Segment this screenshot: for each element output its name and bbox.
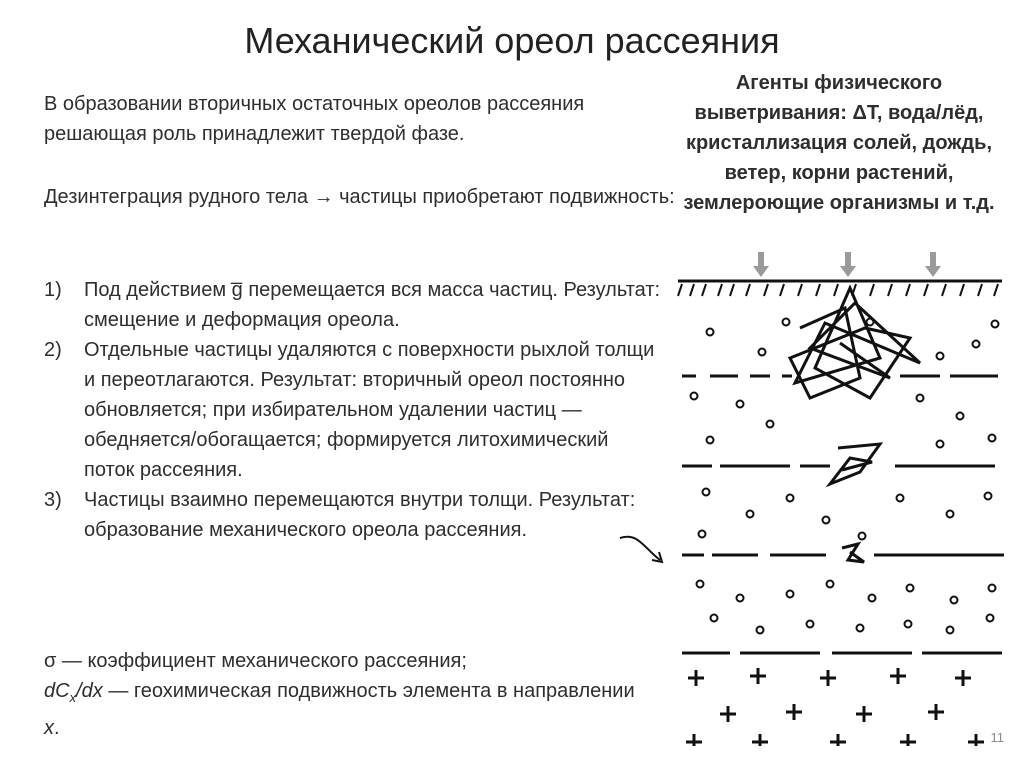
weathering-arrows <box>753 252 941 277</box>
list-item: 2) Отдельные частицы удаляются с поверхности рыхлой толщи и переотлагаются. Результат: вторичный ореол постоянно обновляется; при избирательном удалении частиц — обедняется/обогащается; формируется литохимический поток рассеяния. <box>44 339 655 481</box>
page-number: 11 <box>990 730 1004 745</box>
layer-boundaries <box>682 376 1004 653</box>
definitions <box>44 646 644 743</box>
sigma-definition: σ — коэффициент механического рассеяния; <box>44 650 467 672</box>
soil-profile-diagram <box>610 248 1010 748</box>
pointer-arrow <box>620 537 662 562</box>
list-item: 1) Под действием g̅ перемещается вся масса частиц. Результат: смещение и деформация ореола. <box>44 279 661 331</box>
list-item: 3) Частицы взаимно перемещаются внутри толщи. Результат: образование механического ореола рассеяния. <box>44 489 636 541</box>
ground-surface <box>678 281 1002 296</box>
agents-caption: Агенты физического выветривания: ΔT, вода/лёд, кристаллизация солей, дождь, ветер, корни растений, землероющие организмы и т.д. <box>683 72 995 214</box>
mechanisms-list <box>44 275 664 545</box>
bedrock-crosses <box>686 668 984 746</box>
slide-title: Механический ореол рассеяния <box>244 20 780 61</box>
paragraph-solid-phase: В образовании вторичных остаточных ореолов рассеяния решающая роль принадлежит твердой фазе. <box>44 93 585 145</box>
particles <box>691 319 999 634</box>
paragraph-disintegration: Дезинтеграция рудного тела → частицы приобретают подвижность: <box>44 186 675 208</box>
mobility-definition: $dC_x/dx$ — геохимическая подвижность элемента в направлении x. <box>44 680 635 739</box>
ore-body <box>790 288 920 562</box>
